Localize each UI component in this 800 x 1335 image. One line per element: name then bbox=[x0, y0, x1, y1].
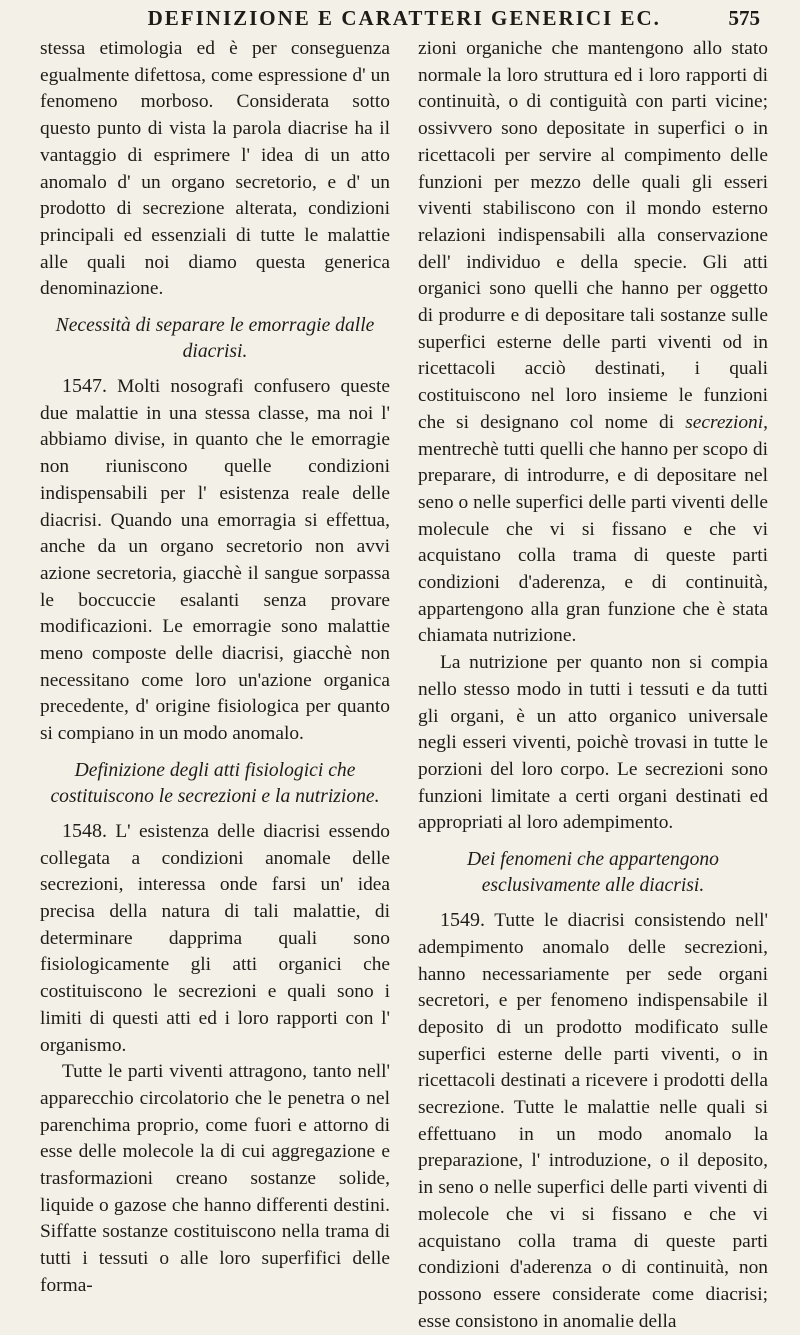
emphasis: secrezioni bbox=[685, 411, 764, 433]
paragraph bbox=[418, 36, 768, 650]
paragraph-text: Tutte le diacrisi consistendo nell' adempimento anomalo delle secrezioni, hanno necessariamente per sede organi secretori, e per fenomeno indispensabile il deposito di un prodotto modificato sulle superfici esterne delle parti viventi, o in ricettacoli destinati a ricevere i prodotti della secrezione. Tutte le malattie nelle quali si effettuano in un modo anomalo la preparazione, l' introduzione, o il deposito, in seno o nelle superfici delle parti viventi di molecole che vi si fissano e che vi acquistano colla trama di queste parti condizioni d'aderenza o di continuità, non possono essere considerate come diacrisi; esse consistono in anomalie della bbox=[418, 910, 768, 1332]
paragraph: La nutrizione per quanto non si compia nello stesso modo in tutti i tessuti e da tutti gli organi, è un atto organico universale negli esseri viventi, poichè trovasi in tutte le porzioni del loro corpo. Le secrezioni sono funzioni limitate a certi organi destinati ed appropriati al loro adempimento. bbox=[418, 652, 768, 834]
paragraph-1547 bbox=[40, 373, 390, 748]
right-column bbox=[418, 36, 768, 1335]
paragraph: Tutte le parti viventi attragono, tanto nell' apparecchio circolatorio che le penetra o nel parenchima proprio, come fuori e attorno di esse delle molecole la di cui aggregazione e trasformazioni creano sostanze solide, liquide o gazose che hanno differenti destini. Siffatte sostanze costituiscono nella trama di tutti i tessuti o alle loro superfifici delle forma- bbox=[40, 1061, 390, 1296]
paragraph: stessa etimologia ed è per conseguenza egualmente difettosa, come espressione d' un fenomeno morboso. Considerata sotto questo punto di vista la parola diacrise ha il vantaggio di esprimere l' idea di un atto anomalo d' un organo secretorio, e d' un prodotto di secrezione alterata, condizioni principali ed essenziali di tutte le malattie alle quali noi diamo questa generica denominazione. bbox=[40, 38, 390, 300]
paragraph-number: 1547. bbox=[62, 375, 107, 398]
paragraph-1548 bbox=[40, 818, 390, 1059]
paragraph-1549 bbox=[418, 907, 768, 1335]
running-head bbox=[40, 6, 760, 36]
page-header-title: DEFINIZIONE E CARATTERI GENERICI EC. bbox=[147, 6, 661, 30]
paragraph-text: L' esistenza delle diacrisi essendo collegata a condizioni anomale delle secrezioni, interessa onde farsi un' idea precisa della natura di tali malattie, di determinare dapprima quali sono fisiologicamente gli atti organici che costituiscono le secrezioni e quali sono i limiti di questi atti ed i loro rapporti con l' organismo. bbox=[40, 820, 390, 1056]
paragraph-text: zioni organiche che mantengono allo stato normale la loro struttura ed i loro rapporti di continuità, o di contiguità con parti vicine; ossivvero sono depositate in superfici o in ricettacoli per servire al compimento delle funzioni per mezzo delle quali gli esseri viventi stabiliscono con il mondo esterno relazioni indispensabili alla conservazione dell' individuo e della specie. Gli atti organici sono quelli che hanno per oggetto di produrre e di depositare tali sostanze sulle superfici esterne delle parti viventi od in ricettacoli acciò destinati, i quali costituiscono nel loro insieme le funzioni che si designano col nome di bbox=[418, 38, 768, 433]
paragraph-number: 1549. bbox=[440, 909, 485, 932]
section-heading: Definizione degli atti fisiologici che costituiscono le secrezioni e la nutrizione. bbox=[50, 759, 380, 807]
paragraph-text: Molti nosografi confusero queste due malattie in una stessa classe, ma noi l' abbiamo divise, in quanto che le emorragie non riuniscono quelle condizioni indispensabili per l' esistenza reale delle diacrisi. Quando una emorragia si effettua, anche da un organo secretorio non avvi azione secretoria, giacchè il sangue sorpassa le boccuccie esalanti senza provare modificazioni. Le emorragie sono malattie meno composte delle diacrisi, giacchè non necessitano come loro un'azione organica precedente, d' origine fisiologica per quanto si compiano in un modo anomalo. bbox=[40, 376, 390, 745]
paragraph-number: 1548. bbox=[62, 819, 107, 842]
page-number: 575 bbox=[728, 6, 760, 30]
section-heading: Necessità di separare le emorragie dalle diacrisi. bbox=[55, 315, 375, 363]
paragraph-text: , mentrechè tutti quelli che hanno per scopo di preparare, di introdurre, e di depositare nel seno o nelle superfici delle parti viventi delle molecule che vi si fissano e che vi acquistano colla trama di queste parti condizioni d'aderenza, e di continuità, appartengono alla gran funzione che è stata chiamata nutrizione. bbox=[418, 411, 768, 647]
left-column bbox=[40, 36, 390, 1300]
section-heading: Dei fenomeni che appartengono esclusivamente alle diacrisi. bbox=[467, 849, 719, 897]
